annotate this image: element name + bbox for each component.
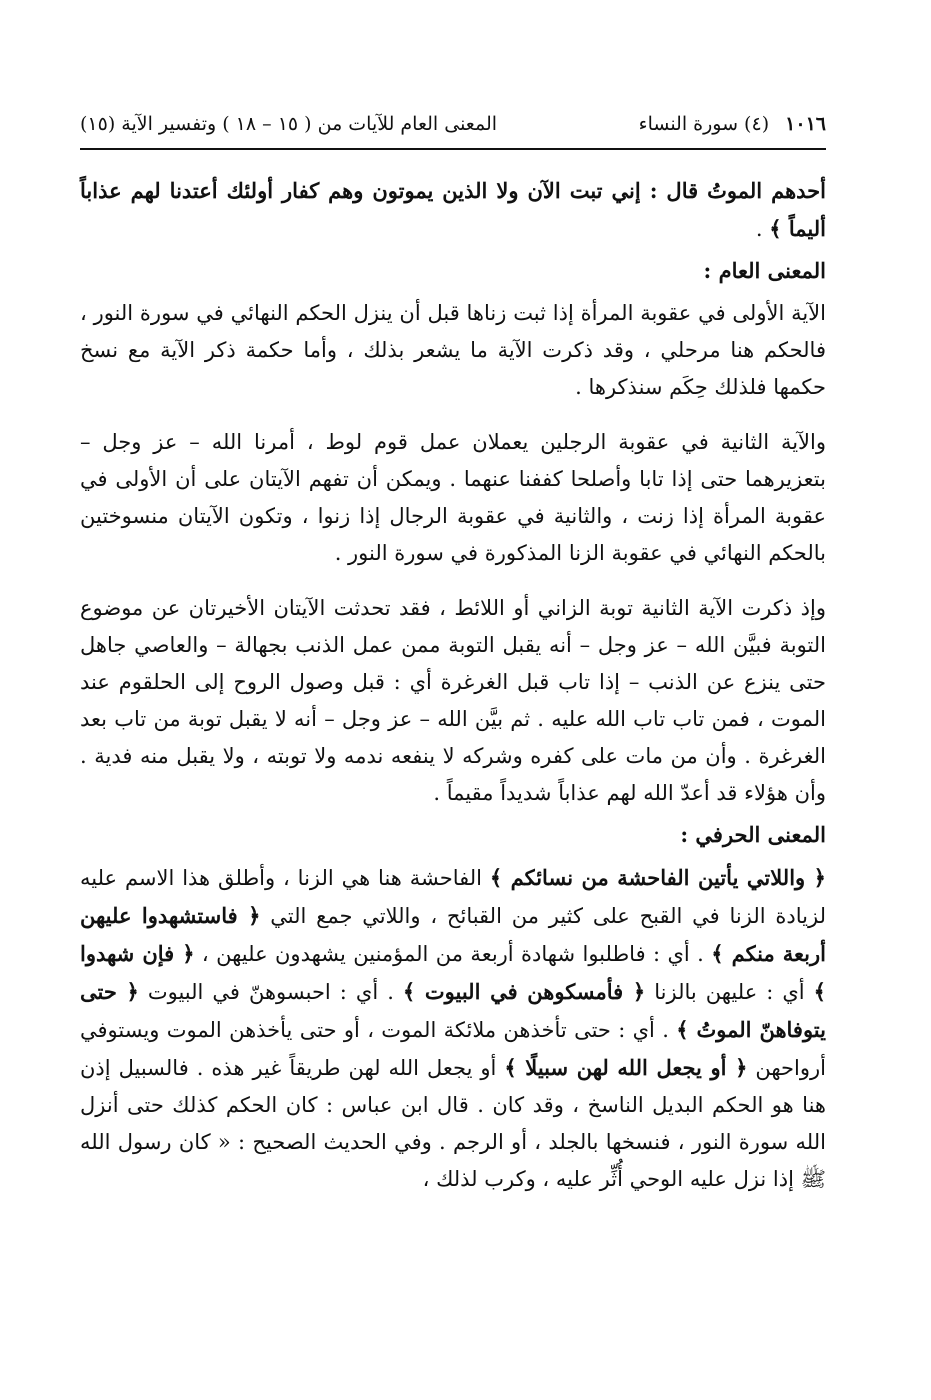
quran-quote: ﴿ أو يجعل الله لهن سبيلًا ﴾ — [504, 1055, 748, 1080]
paragraph: الآية الأولى في عقوبة المرأة إذا ثبت زناها قبل أن ينزل الحكم النهائي في سورة النور ، فالحكم هنا مرحلي ، وقد ذكرت الآية ما يشعر بذلك ، وأما حكمة ذكر الآية مع نسخ حكمها فلذلك حِكَم سنذكرها . — [80, 301, 826, 399]
literal-meaning-heading: المعنى الحرفي : — [680, 822, 826, 847]
page-body — [80, 172, 826, 1198]
general-meaning-heading: المعنى العام : — [703, 258, 826, 283]
verse-text: أحدهم الموتُ قال : إني تبت الآن ولا الذين يموتون وهم كفار أولئك أعتدنا لهم عذاباً أليماً ﴾ — [80, 178, 826, 241]
running-header — [80, 100, 826, 150]
header-title: المعنى العام للآيات من ( ١٥ – ١٨ ) وتفسير الآية (١٥) — [80, 113, 498, 135]
literal-meaning-paragraph — [80, 859, 826, 1198]
quran-quote: ﴿ فإن شهدوا ﴾ — [80, 941, 826, 1004]
commentary-text: الفاحشة هنا هي الزنا ، وأطلق هذا الاسم عليه لزيادة الزنا في القبح على كثير من القبائح ، واللاتي جمع التي — [80, 866, 826, 928]
page-number: ١٠١٦ — [785, 113, 826, 135]
paragraph: والآية الثانية في عقوبة الرجلين يعملان عمل قوم لوط ، أمرنا الله – عز وجل – بتعزيرهما حتى إذا تابا وأصلحا كففنا عنهما . ويمكن أن تفهم الآيتان على أن الأولى في عقوبة المرأة إذا زنت ، والثانية في عقوبة الرجال إذا زنوا ، وتكون الآيتان منسوختين بالحكم النهائي في عقوبة الزنا المذكورة في سورة النور . — [80, 430, 826, 565]
quran-quote: ﴿ واللاتي يأتين الفاحشة من نسائكم ﴾ — [489, 865, 826, 890]
verse-continuation — [80, 172, 826, 248]
quran-quote: ﴿ فاستشهدوا عليهن أربعة منكم ﴾ — [80, 903, 827, 966]
commentary-text: أو يجعل الله لهن طريقاً غير هذه . فالسبيل إذن هنا هو الحكم البديل الناسخ ، وقد كان . قال ابن عباس : كان الحكم كذلك حتى أنزل الله سورة النور ، فنسخها بالجلد ، أو الرجم . وفي الحديث الصحيح : « كان رسول الله ﷺ إذا نزل عليه الوحي أُثِّر عليه ، وكرب لذلك ، — [80, 1056, 826, 1191]
commentary-text: . أي : حتى تأخذهن ملائكة الموت ، أو حتى يأخذهن الموت ويستوفي أرواحهن — [80, 1018, 826, 1080]
quran-quote: ﴿ فأمسكوهن في البيوت ﴾ — [402, 979, 646, 1004]
paragraph: وإذ ذكرت الآية الثانية توبة الزاني أو اللائط ، فقد تحدثت الآيتان الأخيرتان عن موضوع التوبة فبيَّن الله – عز وجل – أنه يقبل التوبة ممن عمل الذنب بجهالة – والعاصي جاهل حتى ينزع عن الذنب – إذا تاب قبل الغرغرة أي : قبل وصول الروح إلى الحلقوم عند الموت ، فمن تاب تاب الله عليه . ثم بيَّن الله – عز وجل – أنه لا يقبل توبة من تاب بعد الغرغرة . وأن من مات على كفره وشركه لا ينفعه ندمه ولا توبته ، ولا يقبل منه فدية . وأن هؤلاء قد أعدّ الله لهم عذاباً شديداً مقيماً . — [80, 596, 826, 805]
commentary-text: . أي : فاطلبوا شهادة أربعة من المؤمنين يشهدون عليهن ، — [194, 942, 712, 966]
document-page — [80, 100, 826, 1340]
commentary-text: أي : عليهن بالزنا — [645, 980, 814, 1004]
commentary-text: . أي : احبسوهنّ في البيوت — [138, 980, 403, 1004]
verse-tail: . — [755, 217, 770, 241]
quran-quote: ﴿ حتى يتوفاهنّ الموتُ ﴾ — [80, 979, 826, 1042]
surah-label: (٤) سورة النساء — [638, 113, 770, 135]
